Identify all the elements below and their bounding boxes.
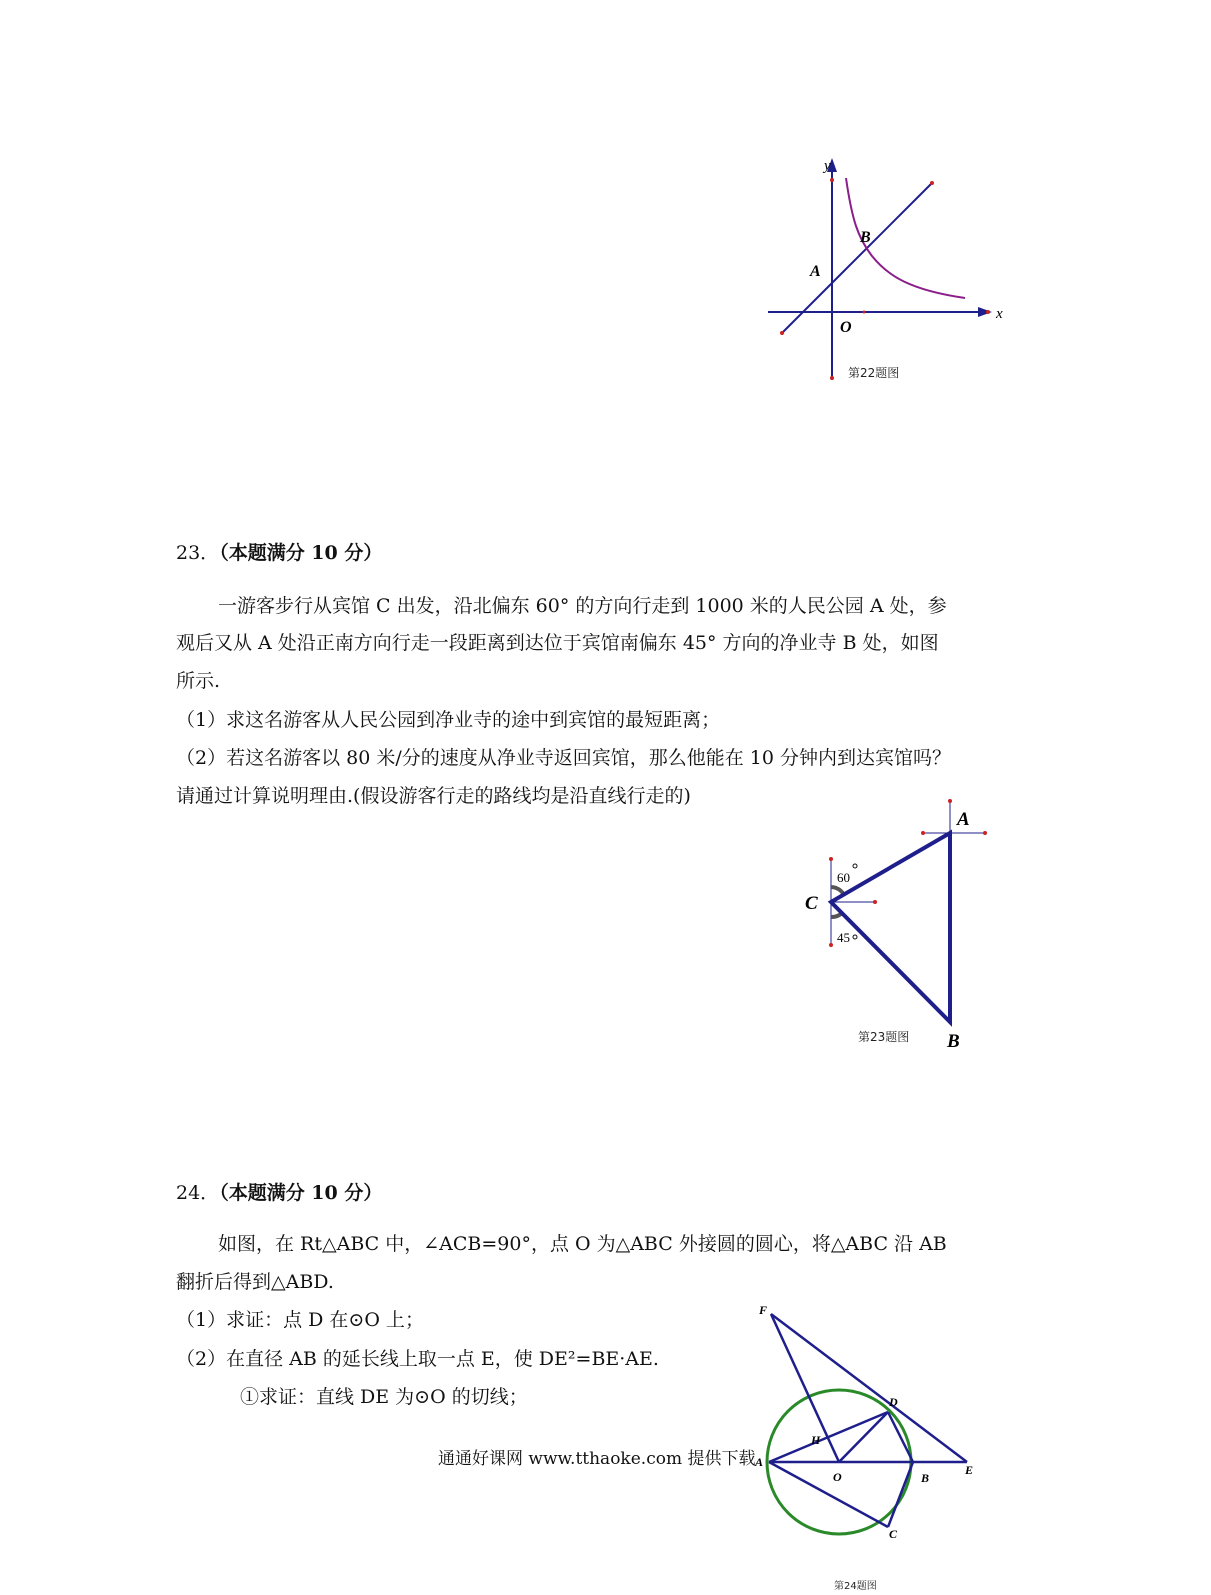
q23-paragraph-line-1: 一游客步行从宾馆 C 出发，沿北偏东 60° 的方向行走到 1000 米的人民公园 A 处，参 bbox=[218, 595, 947, 617]
q24-paragraph-line-1: 如图，在 Rt△ABC 中，∠ACB=90°，点 O 为△ABC 外接圆的圆心，将△ABC 沿 AB bbox=[218, 1233, 947, 1255]
segment-cb bbox=[888, 1462, 913, 1527]
label-c: C bbox=[805, 893, 818, 914]
label-o: O bbox=[833, 1470, 842, 1484]
segment-fo bbox=[771, 1314, 839, 1462]
figure-22-caption: 第22题图 bbox=[848, 366, 900, 380]
q24-number: 24． bbox=[176, 1182, 220, 1204]
point-marker bbox=[986, 310, 990, 314]
degree-symbol bbox=[853, 935, 857, 939]
point-marker bbox=[930, 181, 934, 185]
point-marker bbox=[921, 831, 925, 835]
point-marker bbox=[780, 331, 784, 335]
figure-23-caption: 第23题图 bbox=[858, 1030, 910, 1044]
segment-ac bbox=[769, 1462, 888, 1527]
q24-heading bbox=[176, 1178, 382, 1205]
q23-paragraph-line-3: 所示. bbox=[176, 670, 221, 692]
point-marker bbox=[830, 376, 834, 380]
q23-paragraph-line-2: 观后又从 A 处沿正南方向行走一段距离到达位于宾馆南偏东 45° 方向的净业寺 B 处，如图 bbox=[176, 632, 939, 654]
page-footer-source: 通通好课网 www.tthaoke.com 提供下载 bbox=[438, 1449, 756, 1469]
q23-heading bbox=[176, 538, 382, 565]
q24-subquestion-2-part-1: ①求证：直线 DE 为⊙O 的切线； bbox=[240, 1386, 528, 1408]
q23-points: （本题满分 10 分） bbox=[219, 542, 383, 564]
point-marker bbox=[829, 857, 833, 861]
label-c: C bbox=[889, 1527, 898, 1541]
point-marker bbox=[829, 943, 833, 947]
q24-subquestion-2: （2）在直径 AB 的延长线上取一点 E，使 DE²=BE·AE. bbox=[176, 1348, 659, 1370]
angle-label-45: 45 bbox=[837, 930, 850, 945]
point-marker bbox=[873, 900, 877, 904]
q23-subquestion-2: （2）若这名游客以 80 米/分的速度从净业寺返回宾馆，那么他能在 10 分钟内到达宾馆吗？ bbox=[176, 747, 952, 769]
label-h: H bbox=[811, 1433, 821, 1447]
figure-24 bbox=[745, 1298, 985, 1595]
figure-23 bbox=[795, 795, 1005, 1055]
angle-label-60: 60 bbox=[837, 870, 850, 885]
q23-number: 23． bbox=[176, 542, 220, 564]
triangle-cab bbox=[831, 833, 950, 1022]
label-f: F bbox=[759, 1303, 768, 1317]
label-d: D bbox=[889, 1395, 898, 1409]
segment-do bbox=[839, 1412, 888, 1462]
figure-24-caption: 第24题图 bbox=[834, 1581, 877, 1592]
label-a: A bbox=[755, 1455, 764, 1469]
label-y: y bbox=[824, 158, 831, 174]
q24-subquestion-1: （1）求证：点 D 在⊙O 上； bbox=[176, 1309, 424, 1331]
label-o: O bbox=[840, 319, 852, 336]
q23-subquestion-2-continued: 请通过计算说明理由.(假设游客行走的路线均是沿直线行走的) bbox=[176, 785, 691, 807]
label-b: B bbox=[947, 1031, 960, 1052]
label-x: x bbox=[996, 306, 1003, 322]
point-marker bbox=[830, 178, 834, 182]
q24-paragraph-line-2: 翻折后得到△ABD. bbox=[176, 1271, 334, 1293]
q24-points: （本题满分 10 分） bbox=[219, 1182, 383, 1204]
q23-subquestion-1: （1）求这名游客从人民公园到净业寺的途中到宾馆的最短距离； bbox=[176, 709, 721, 731]
point-marker bbox=[983, 831, 987, 835]
label-e: E bbox=[965, 1463, 974, 1477]
label-a: A bbox=[957, 809, 970, 830]
figure-22 bbox=[760, 150, 1020, 395]
degree-symbol bbox=[853, 864, 857, 868]
label-a: A bbox=[810, 263, 821, 280]
label-b: B bbox=[860, 229, 871, 246]
segment-ad bbox=[769, 1412, 888, 1462]
segment-fe bbox=[771, 1314, 967, 1462]
point-marker bbox=[863, 311, 866, 314]
line-ab bbox=[782, 183, 932, 333]
label-b: B bbox=[921, 1471, 930, 1485]
point-marker bbox=[948, 799, 952, 803]
